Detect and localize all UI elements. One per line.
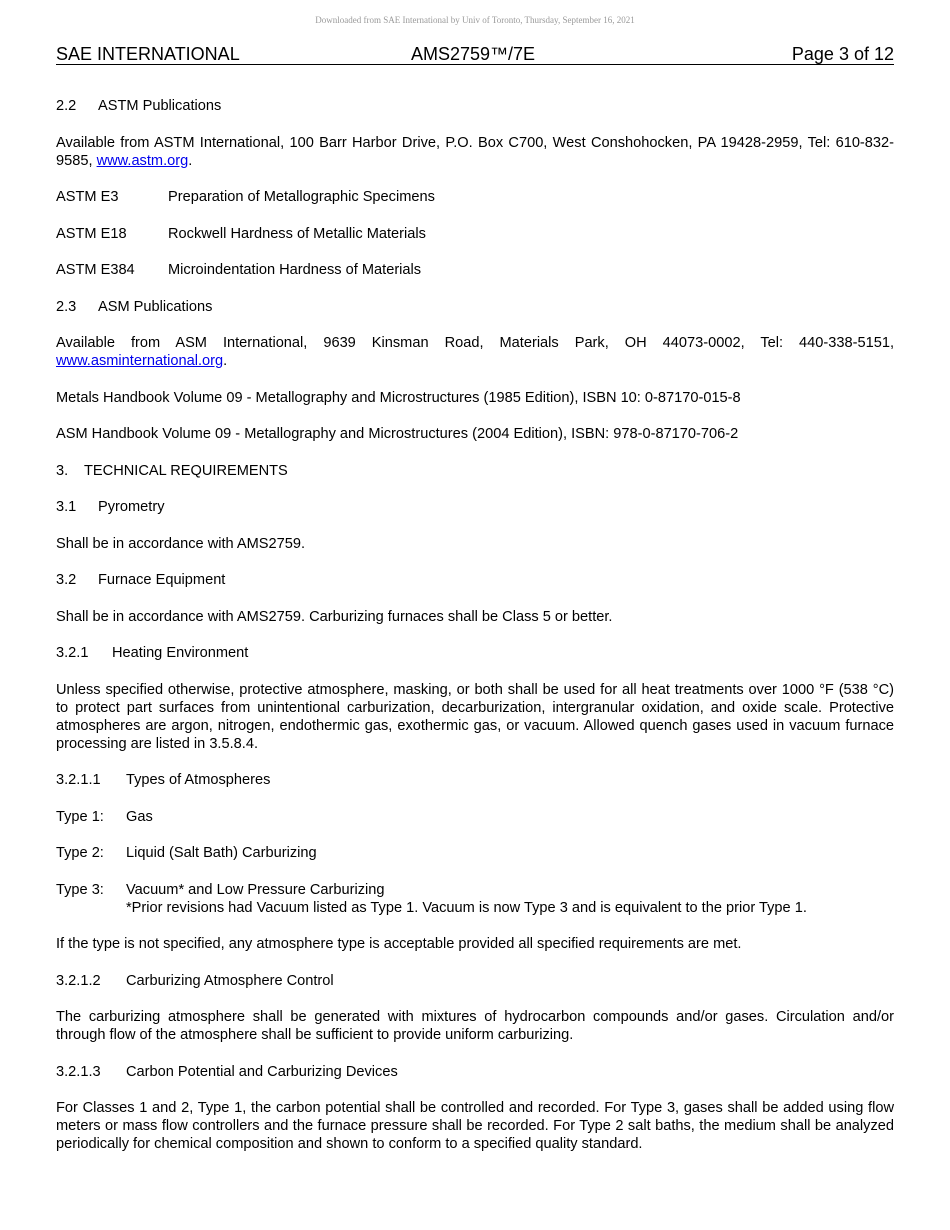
header-publisher: SAE INTERNATIONAL <box>56 44 240 64</box>
section-3-2-heading: 3.2 Furnace Equipment <box>56 572 226 588</box>
section-3-2-1-1-heading: 3.2.1.1 Types of Atmospheres <box>56 772 271 788</box>
section-3-2-1-3-heading: 3.2.1.3 Carbon Potential and Carburizing Devices <box>56 1063 398 1080</box>
section-3-2-1-body: Unless specified otherwise, protective atmosphere, masking, or both shall be used for all heat treatments over 1000 °F (538 °C) to protect part surfaces from unintentional carburization, decarburization, intergranular oxidation, and oxide scale. Protective atmospheres are argon, nitrogen, endothermic gas, exothermic gas, or vacuum. Allowed quench gases used in vacuum furnace processing are listed in 3.5.8.4. <box>56 681 894 752</box>
asm-availability: Available from ASM International, 9639 Kinsman Road, Materials Park, OH 44073-0002, Tel: 440-338-5151, www.asminternational.org. <box>56 335 894 369</box>
section-3-heading: 3. TECHNICAL REQUIREMENTS <box>56 462 288 479</box>
ref-astm-e384: ASTM E384 Microindentation Hardness of Materials <box>56 262 422 278</box>
section-3-2-1-3-body: For Classes 1 and 2, Type 1, the carbon potential shall be controlled and recorded. For Type 3, gases shall be added using flow meters or mass flow controllers and the furnace pressure shall be recorded. For Type 2 salt baths, the medium shall be analyzed periodically for chemical composition and shown to conform to a specified quality standard. <box>56 1100 894 1152</box>
ref-metals-handbook: Metals Handbook Volume 09 - Metallography and Microstructures (1985 Edition), ISBN 10: 0-87170-015-8 <box>56 389 741 406</box>
header-doc-number: AMS2759™/7E <box>411 44 536 64</box>
section-3-2-1-2-heading: 3.2.1.2 Carburizing Atmosphere Control <box>56 972 334 989</box>
page-header <box>56 44 894 65</box>
ref-astm-e18: ASTM E18 Rockwell Hardness of Metallic Materials <box>56 225 426 242</box>
atmosphere-unspecified: If the type is not specified, any atmosphere type is acceptable provided all specified requirements are met. <box>56 936 742 952</box>
astm-link[interactable]: www.astm.org <box>96 152 189 169</box>
atmosphere-type-1: Type 1: Gas <box>56 808 153 825</box>
asm-link[interactable]: www.asminternational.org <box>56 353 224 369</box>
atmosphere-type-2: Type 2: Liquid (Salt Bath) Carburizing <box>56 845 317 861</box>
atmosphere-type-note: *Prior revisions had Vacuum listed as Type 1. Vacuum is now Type 3 and is equivalent to the prior Type 1. <box>126 899 807 916</box>
ref-astm-e3: ASTM E3 Preparation of Metallographic Specimens <box>56 189 435 205</box>
section-2-2-heading: 2.2 ASTM Publications <box>56 98 222 114</box>
section-3-2-1-heading: 3.2.1 Heating Environment <box>56 645 249 661</box>
section-3-2-body: Shall be in accordance with AMS2759. Carburizing furnaces shall be Class 5 or better. <box>56 608 613 625</box>
download-watermark: Downloaded from SAE International by Univ of Toronto, Thursday, September 16, 2021 <box>315 15 635 25</box>
section-2-3-heading: 2.3 ASM Publications <box>56 298 213 315</box>
atmosphere-type-3: Type 3: Vacuum* and Low Pressure Carburizing <box>56 881 385 898</box>
section-3-2-1-2-body: The carburizing atmosphere shall be generated with mixtures of hydrocarbon compounds and/or gases. Circulation and/or through flow of the atmosphere shall be sufficient to provide uniform carburizing. <box>56 1009 894 1043</box>
section-3-1-body: Shall be in accordance with AMS2759. <box>56 535 306 552</box>
ref-asm-handbook: ASM Handbook Volume 09 - Metallography and Microstructures (2004 Edition), ISBN: 978-0-87170-706-2 <box>56 426 739 442</box>
section-3-1-heading: 3.1 Pyrometry <box>56 499 165 515</box>
document-body <box>56 97 894 1153</box>
header-page-number: Page 3 of 12 <box>791 44 894 64</box>
astm-availability: Available from ASTM International, 100 Barr Harbor Drive, P.O. Box C700, West Conshohocken, PA 19428-2959, Tel: 610-832-9585, www.astm.org. <box>56 134 894 169</box>
